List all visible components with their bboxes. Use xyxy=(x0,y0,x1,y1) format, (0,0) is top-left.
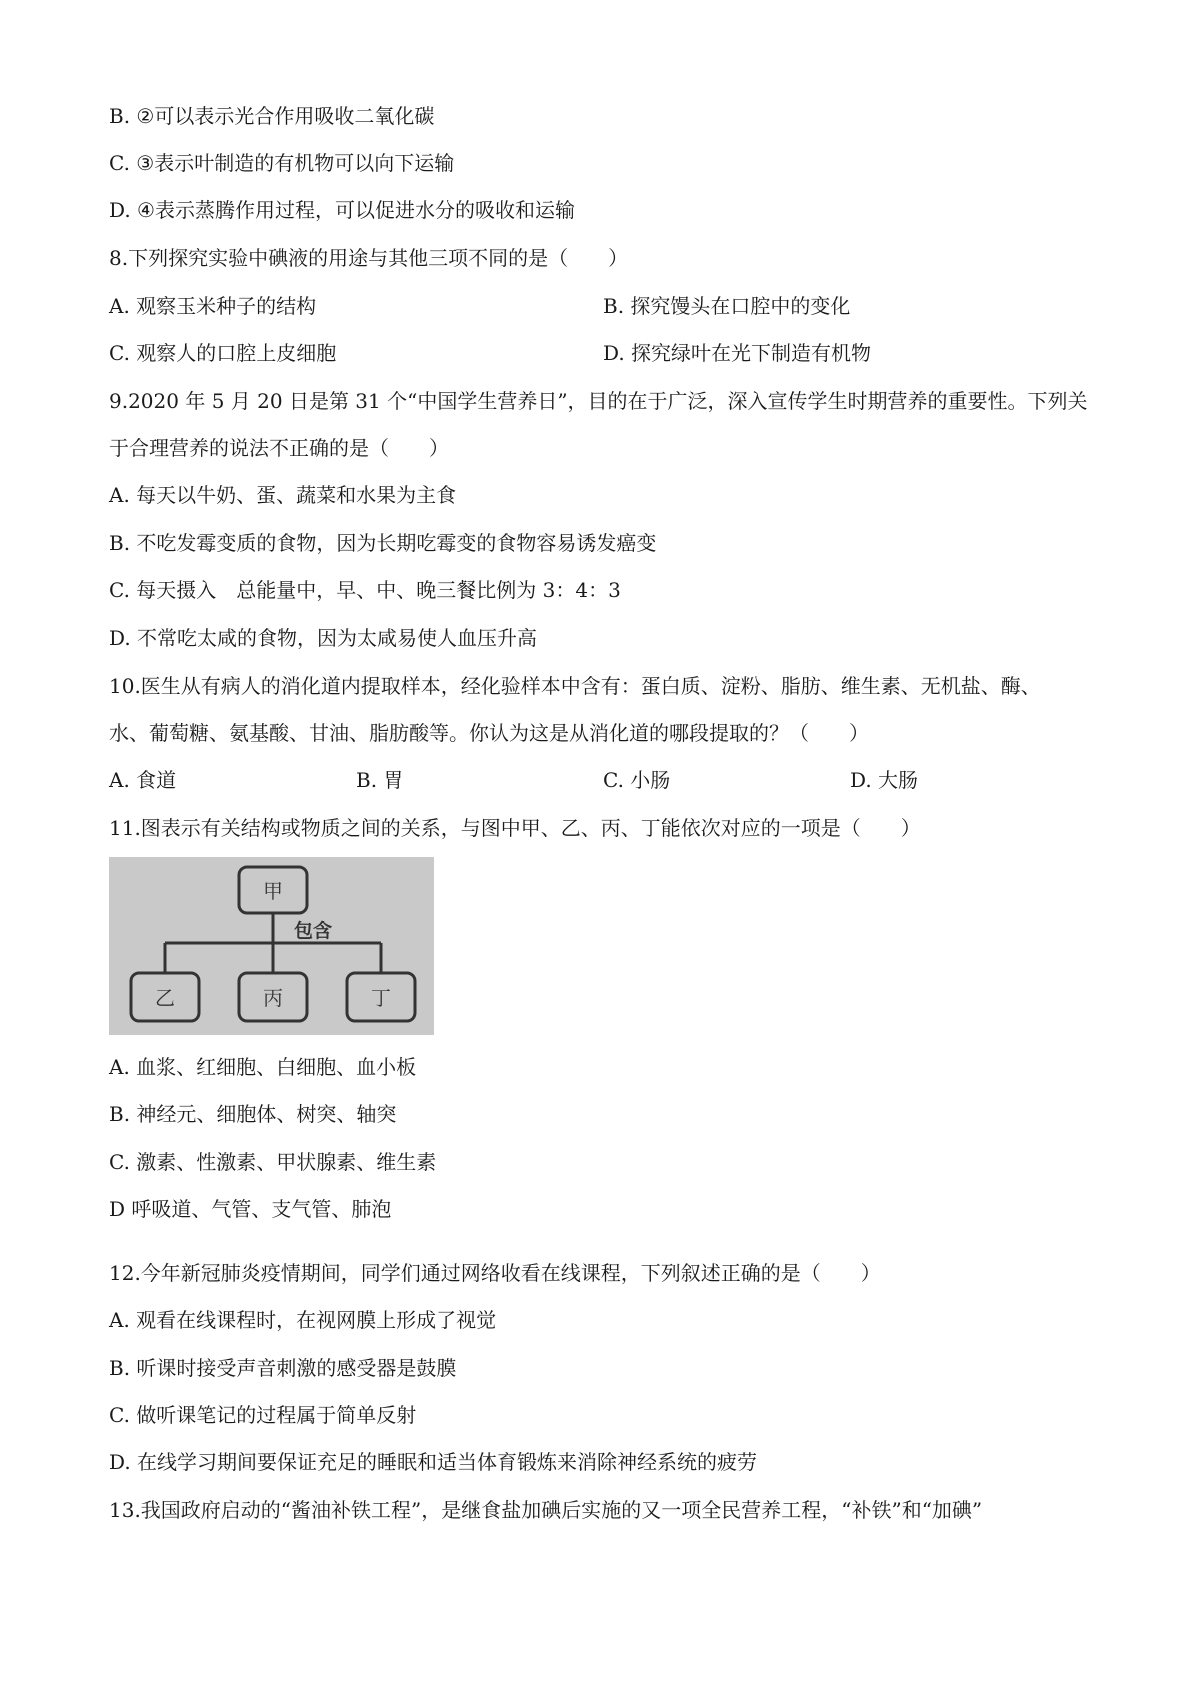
q7-option-c: C. ③表示叶制造的有机物可以向下运输 xyxy=(109,151,455,175)
q10-option-d: D. 大肠 xyxy=(850,768,919,792)
label-bing: 丙 xyxy=(263,986,283,1010)
q10-stem-line1: 10.医生从有病人的消化道内提取样本，经化验样本中含有：蛋白质、淀粉、脂肪、维生素、无机盐、酶、 xyxy=(109,674,1041,698)
q13-stem: 13.我国政府启动的“酱油补铁工程”，是继食盐加碘后实施的又一项全民营养工程，“补铁”和“加碘” xyxy=(109,1498,983,1522)
q8-option-c: C. 观察人的口腔上皮细胞 xyxy=(109,341,337,365)
label-relation: 包含 xyxy=(293,920,333,942)
q12-stem: 12.今年新冠肺炎疫情期间，同学们通过网络收看在线课程，下列叙述正确的是（ ） xyxy=(109,1261,881,1285)
label-jia: 甲 xyxy=(263,879,283,903)
q7-option-d: D. ④表示蒸腾作用过程，可以促进水分的吸收和运输 xyxy=(109,198,575,222)
q7-option-b: B. ②可以表示光合作用吸收二氧化碳 xyxy=(109,104,435,128)
q8-option-d: D. 探究绿叶在光下制造有机物 xyxy=(603,341,872,365)
label-ding: 丁 xyxy=(371,986,391,1010)
q9-stem-line2: 于合理营养的说法不正确的是（ ） xyxy=(109,436,449,460)
q11-option-a: A. 血浆、红细胞、白细胞、血小板 xyxy=(109,1055,417,1079)
q10-option-b: B. 胃 xyxy=(356,768,404,792)
q9-option-c: C. 每天摄入 总能量中，早、中、晚三餐比例为 3：4：3 xyxy=(109,578,621,602)
q11-option-c: C. 激素、性激素、甲状腺素、维生素 xyxy=(109,1150,437,1174)
q11-relation-diagram xyxy=(109,857,434,1035)
q11-stem: 11.图表示有关结构或物质之间的关系，与图中甲、乙、丙、丁能依次对应的一项是（ ） xyxy=(109,816,921,840)
q12-option-d: D. 在线学习期间要保证充足的睡眠和适当体育锻炼来消除神经系统的疲劳 xyxy=(109,1450,758,1474)
q12-option-a: A. 观看在线课程时，在视网膜上形成了视觉 xyxy=(109,1308,497,1332)
q10-option-c: C. 小肠 xyxy=(603,768,671,792)
q8-option-a: A. 观察玉米种子的结构 xyxy=(109,294,317,318)
q8-option-b: B. 探究馒头在口腔中的变化 xyxy=(603,294,851,318)
q11-option-d: D 呼吸道、气管、支气管、肺泡 xyxy=(109,1197,392,1221)
q10-stem-line2: 水、葡萄糖、氨基酸、甘油、脂肪酸等。你认为这是从消化道的哪段提取的？（ ） xyxy=(109,721,869,745)
q11-option-b: B. 神经元、细胞体、树突、轴突 xyxy=(109,1102,397,1126)
q9-option-b: B. 不吃发霉变质的食物，因为长期吃霉变的食物容易诱发癌变 xyxy=(109,531,657,555)
q12-option-b: B. 听课时接受声音刺激的感受器是鼓膜 xyxy=(109,1356,457,1380)
q9-stem-line1: 9.2020 年 5 月 20 日是第 31 个“中国学生营养日”，目的在于广泛，深入宣传学生时期营养的重要性。下列关 xyxy=(109,389,1088,413)
label-yi: 乙 xyxy=(155,986,175,1010)
q12-option-c: C. 做听课笔记的过程属于简单反射 xyxy=(109,1403,417,1427)
q8-stem: 8.下列探究实验中碘液的用途与其他三项不同的是（ ） xyxy=(109,246,629,270)
q9-option-a: A. 每天以牛奶、蛋、蔬菜和水果为主食 xyxy=(109,483,457,507)
q10-option-a: A. 食道 xyxy=(109,768,177,792)
q9-option-d: D. 不常吃太咸的食物，因为太咸易使人血压升高 xyxy=(109,626,538,650)
